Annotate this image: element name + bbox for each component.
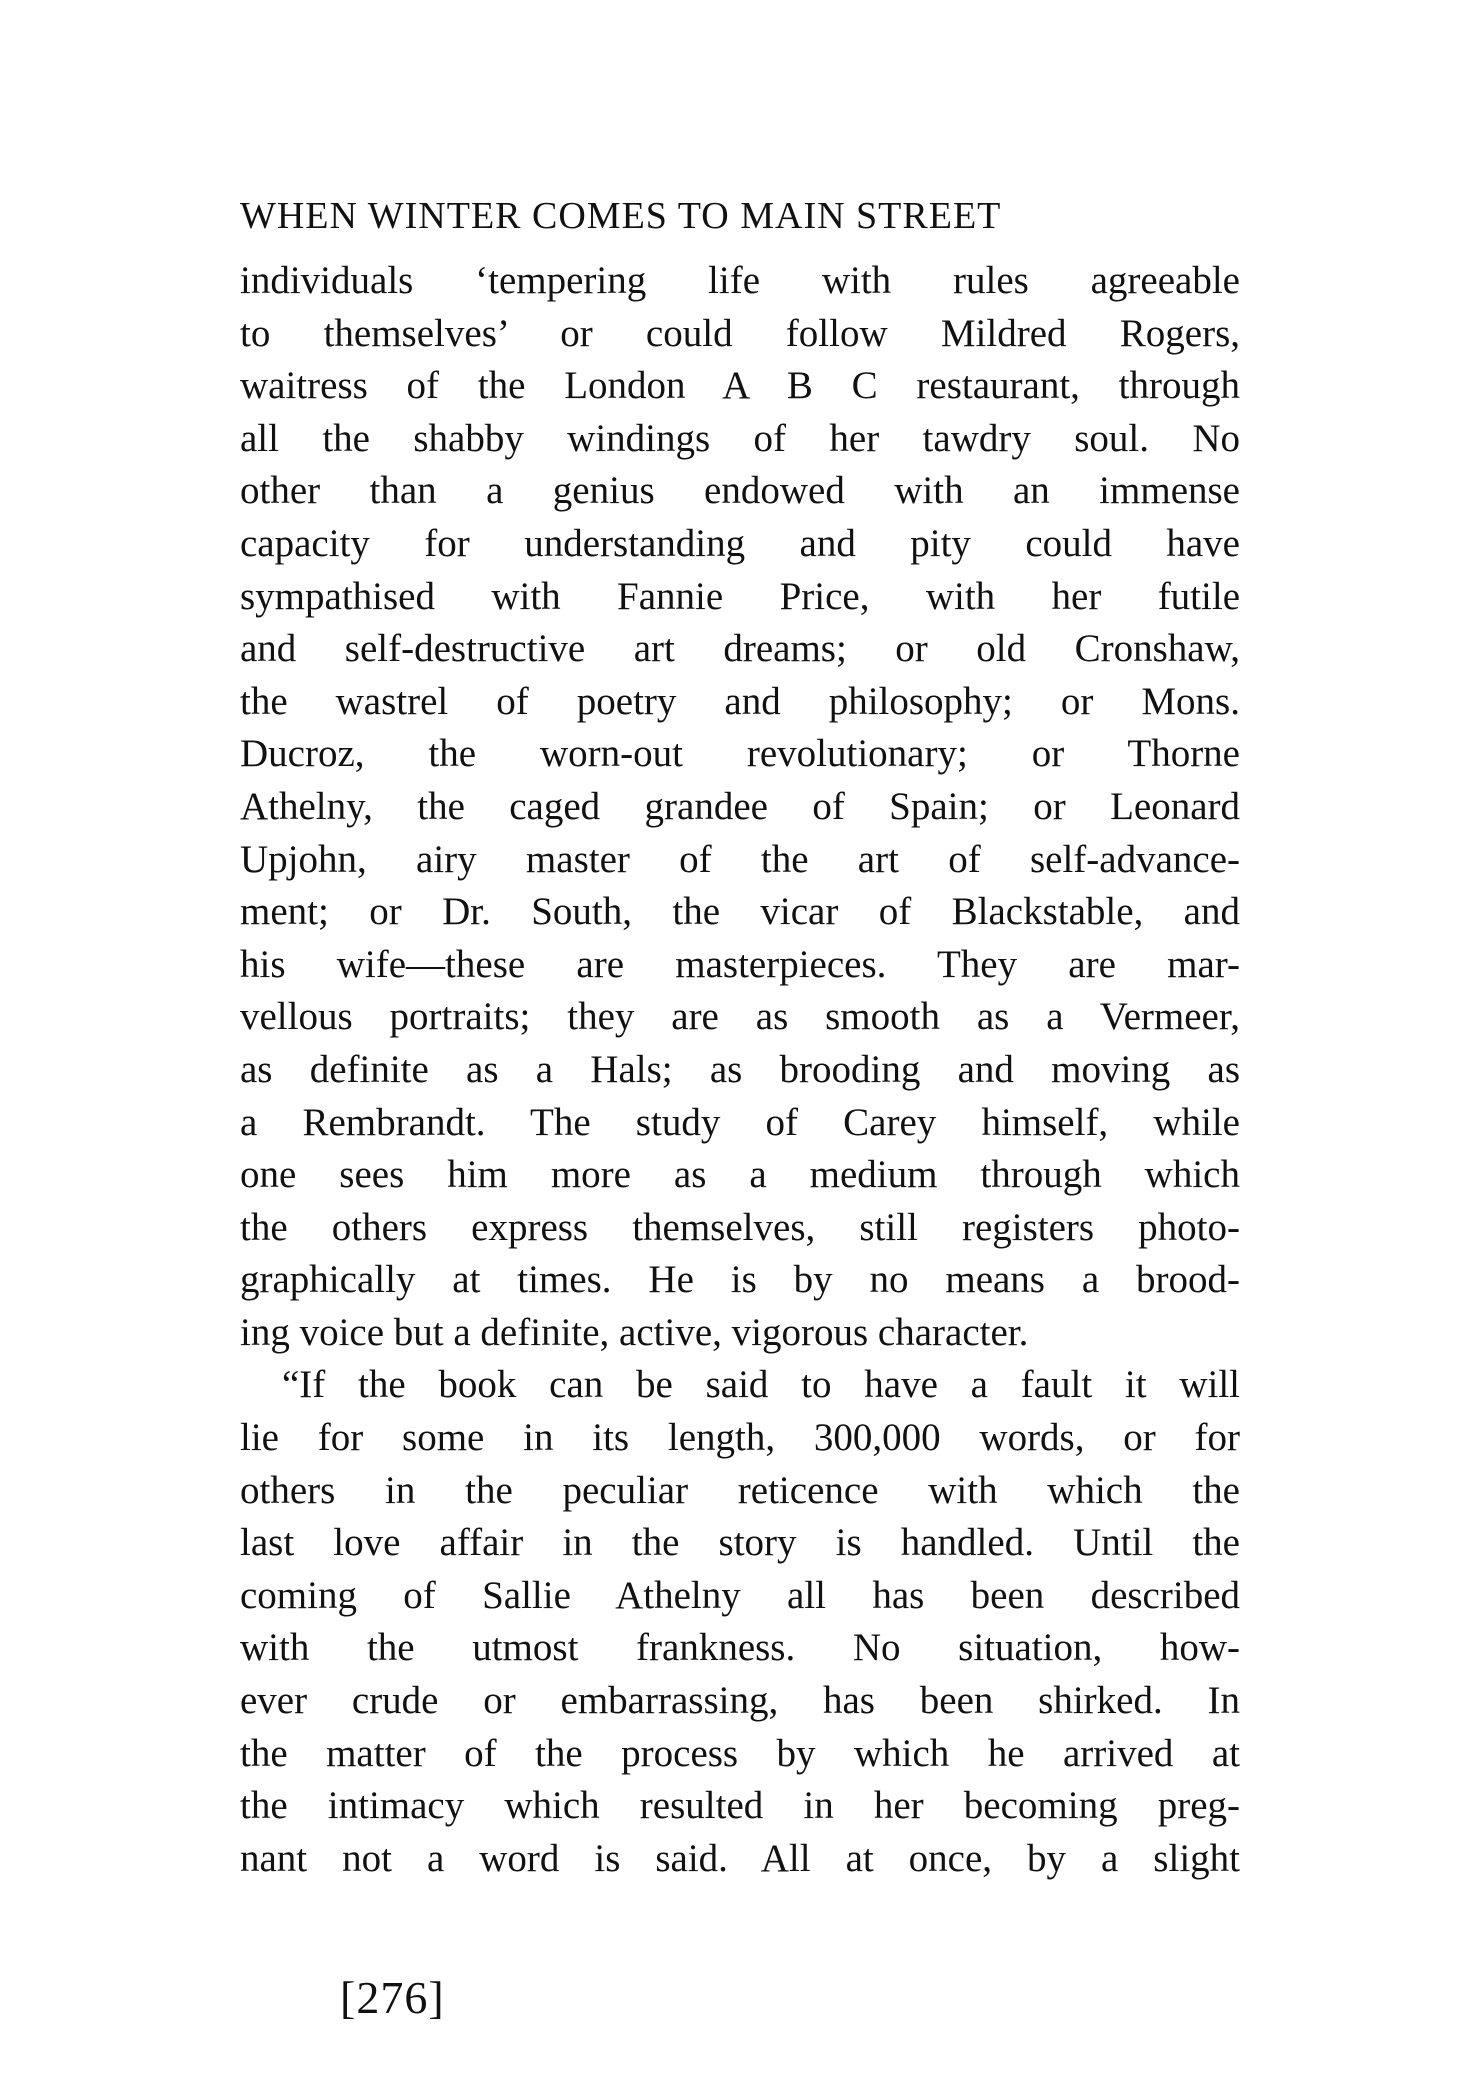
text-line: the wastrel of poetry and philosophy; or Mons. xyxy=(240,679,1240,723)
text-line: ing voice but a definite, active, vigorous character. xyxy=(240,1310,1029,1354)
text-line: Ducroz, the worn-out revolutionary; or Thorne xyxy=(240,732,1240,776)
text-line: the matter of the process by which he arrived at xyxy=(240,1731,1240,1775)
text-line: to themselves’ or could follow Mildred Rogers, xyxy=(240,311,1240,355)
text-line: last love affair in the story is handled. Until the xyxy=(240,1521,1240,1565)
text-line: as definite as a Hals; as brooding and moving as xyxy=(240,1047,1240,1091)
text-line: a Rembrandt. The study of Carey himself, while xyxy=(240,1100,1240,1144)
text-line: with the utmost frankness. No situation, how- xyxy=(240,1626,1240,1670)
text-line: all the shabby windings of her tawdry soul. No xyxy=(240,416,1240,460)
text-line: others in the peculiar reticence with which the xyxy=(240,1468,1240,1512)
text-line: Upjohn, airy master of the art of self-advance- xyxy=(240,837,1240,881)
text-line: “If the book can be said to have a fault it will xyxy=(282,1363,1240,1407)
text-line: ment; or Dr. South, the vicar of Blackstable, and xyxy=(240,890,1240,934)
text-line: the intimacy which resulted in her becoming preg- xyxy=(240,1784,1240,1828)
page-number: [276] xyxy=(340,1972,445,2023)
text-line: lie for some in its length, 300,000 words, or for xyxy=(240,1416,1240,1460)
text-line: graphically at times. He is by no means a brood- xyxy=(240,1258,1240,1302)
text-line: capacity for understanding and pity could have xyxy=(240,521,1240,565)
text-line: the others express themselves, still registers photo- xyxy=(240,1205,1240,1249)
text-line: and self-destructive art dreams; or old Cronshaw, xyxy=(240,627,1240,671)
text-line: other than a genius endowed with an immense xyxy=(240,469,1240,513)
text-line: ever crude or embarrassing, has been shirked. In xyxy=(240,1679,1240,1723)
text-line: one sees him more as a medium through which xyxy=(240,1153,1240,1197)
text-line: nant not a word is said. All at once, by a slight xyxy=(240,1836,1240,1880)
text-line: coming of Sallie Athelny all has been described xyxy=(240,1573,1240,1617)
text-line: Athelny, the caged grandee of Spain; or Leonard xyxy=(240,784,1240,828)
text-line: vellous portraits; they are as smooth as a Vermeer, xyxy=(240,995,1240,1039)
running-head: WHEN WINTER COMES TO MAIN STREET xyxy=(240,195,1002,237)
text-line: his wife—these are masterpieces. They are mar- xyxy=(240,942,1240,986)
body-text xyxy=(240,255,1240,1885)
text-line: individuals ‘tempering life with rules agreeable xyxy=(240,259,1240,302)
text-line: waitress of the London A B C restaurant, through xyxy=(240,364,1240,408)
text-line: sympathised with Fannie Price, with her futile xyxy=(240,574,1240,618)
